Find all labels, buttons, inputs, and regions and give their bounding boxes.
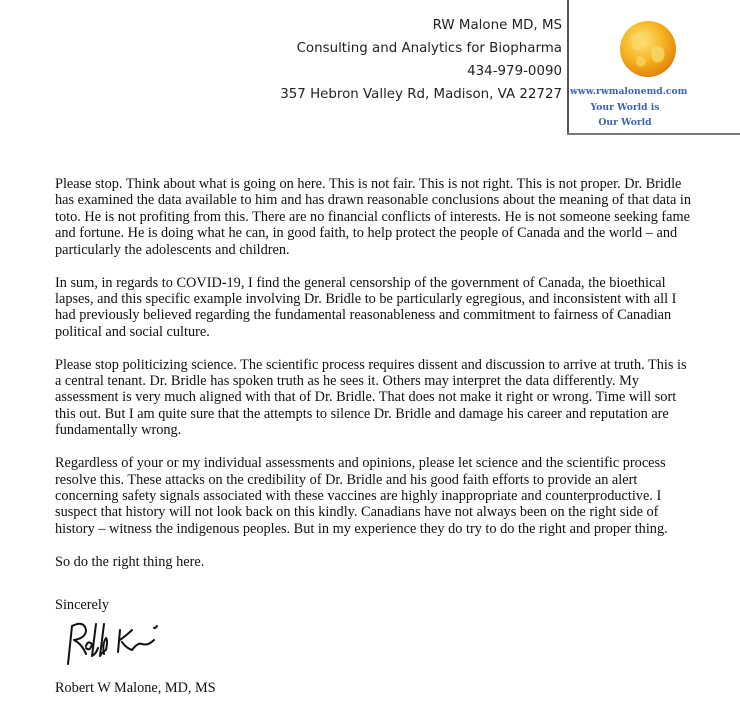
letterhead-horizontal-rule [567, 133, 740, 135]
paragraph: In sum, in regards to COVID-19, I find the general censorship of the government of Canada, the bioethical lapses, and this specific example involving Dr. Bridle to be particularly egregious, and inconsistent with all I had previously believed regarding the fundamental reasonableness and commitment to fairness of Canadian political and social culture. [55, 274, 677, 340]
letterhead-vertical-rule [567, 0, 569, 135]
tagline-line-1: Your World is [590, 102, 660, 113]
letterhead-contact [280, 14, 562, 106]
paragraph: Please stop. Think about what is going on here. This is not fair. This is not right. This is not proper. Dr. Bridle has examined the data available to him and has drawn reasonable conclusions about the meaning of that data in toto. He is not profiting from this. There are no financial conflicts of interests. He is not someone seeking fame and fortune. He is doing what he can, in good faith, to help protect the people of Canada and the world – and particularly the adolescents and children. [55, 176, 692, 258]
letter-body [55, 176, 695, 587]
globe-logo-icon [612, 18, 684, 80]
paragraph: Please stop politicizing science. The scientific process requires dissent and discussion to arrive at truth. This is a central tenant. Dr. Bridle has spoken truth as he sees it. Others may interpret the data differently. My assessment is very much aligned with that of Dr. Bridle. That does not make it right or wrong. Time will sort this out. But I am quite sure that the attempts to silence Dr. Bridle and damage his career and reputation are fundamentally wrong. [55, 356, 687, 439]
tagline-line-2: Our World [598, 117, 652, 128]
closing: Sincerely [55, 597, 109, 613]
handwritten-signature [62, 616, 172, 668]
signature-name: Robert W Malone, MD, MS [55, 680, 216, 696]
letterhead-name: RW Malone MD, MS [432, 18, 562, 33]
paragraph: Regardless of your or my individual assessments and opinions, please let science and the scientific process resolve this. These attacks on the credibility of Dr. Bridle and his good faith efforts to provide an alert concerning safety signals associated with these vaccines are highly inappropriate and counterproductive. I suspect that history will not look back on this kindly. Canadians have not always been on the right side of history – witness the indigenous peoples. But in my experience they do try to do the right and proper thing. [55, 455, 668, 537]
letterhead-address: 357 Hebron Valley Rd, Madison, VA 22727 [280, 87, 562, 102]
website-link[interactable]: www.rwmalonemd.com [570, 86, 688, 97]
letterhead-phone: 434-979-0090 [467, 64, 562, 79]
paragraph: So do the right thing here. [55, 553, 205, 570]
letterhead [0, 0, 740, 140]
letterhead-company: Consulting and Analytics for Biopharma [296, 41, 562, 56]
